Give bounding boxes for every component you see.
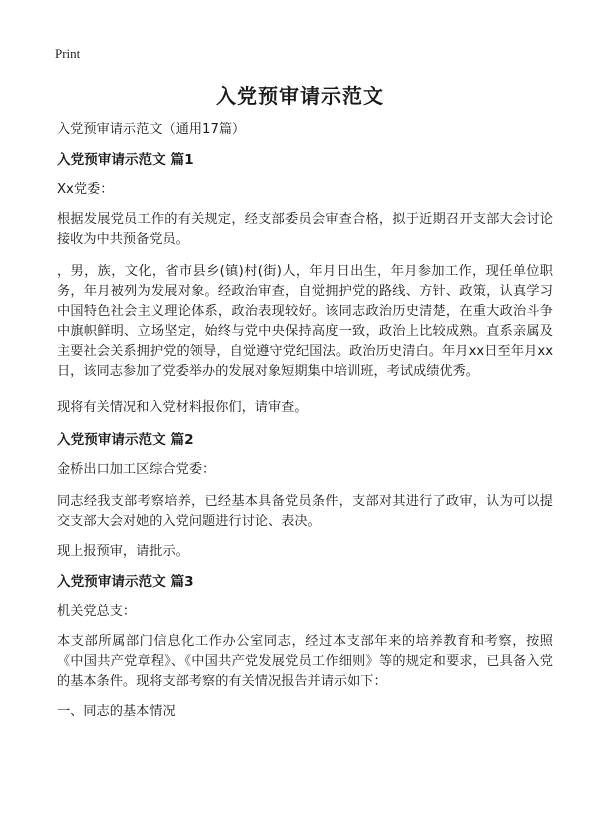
paragraph: 现将有关情况和入党材料报你们，请审查。 [57, 400, 308, 415]
document-title: 入党预审请示范文 [216, 84, 384, 108]
paragraph: 金桥出口加工区综合党委： [57, 462, 216, 477]
paragraph: 根据发展党员工作的有关规定，经支部委员会审查合格，拟于近期召开支部大会讨论接收为中共预备党员。 [57, 212, 553, 247]
print-link[interactable]: Print [55, 46, 81, 61]
paragraph: 同志经我支部考察培养，已经基本具备党员条件，支部对其进行了政审，认为可以提交支部大会对她的入党问题进行讨论、表决。 [57, 494, 553, 529]
section-heading: 入党预审请示范文 篇1 [57, 152, 194, 168]
section-heading: 入党预审请示范文 篇3 [57, 574, 194, 590]
paragraph: 一、同志的基本情况 [57, 704, 176, 719]
section-heading: 入党预审请示范文 篇2 [57, 432, 194, 448]
paragraph: 现上报预审，请批示。 [57, 544, 189, 559]
paragraph: 本支部所属部门信息化工作办公室同志，经过本支部年来的培养教育和考察，按照《中国共产党章程》、《中国共产党发展党员工作细则》等的规定和要求，已具备入党的基本条件。现将支部考察的有关情况报告并请示如下： [57, 634, 553, 689]
paragraph: 机关党总支： [57, 604, 137, 619]
paragraph: ，男，族，文化，省市县乡(镇)村(街)人，年月日出生，年月参加工作，现任单位职务，年月被列为发展对象。经政治审查，自觉拥护党的路线、方针、政策，认真学习中国特色社会主义理论体系，政治表现较好。该同志政治历史清楚，在重大政治斗争中旗帜鲜明、立场坚定，始终与党中央保持高度一致，政治上比较成熟。直系亲属及主要社会关系拥护党的领导，自觉遵守党纪国法。政治历史清白。年月xx日至年月xx日，该同志参加了党委举办的发展对象短期集中培训班，考试成绩优秀。 [57, 264, 553, 379]
paragraph: Xx党委： [57, 182, 114, 197]
document-subtitle: 入党预审请示范文（通用17篇） [57, 122, 246, 137]
